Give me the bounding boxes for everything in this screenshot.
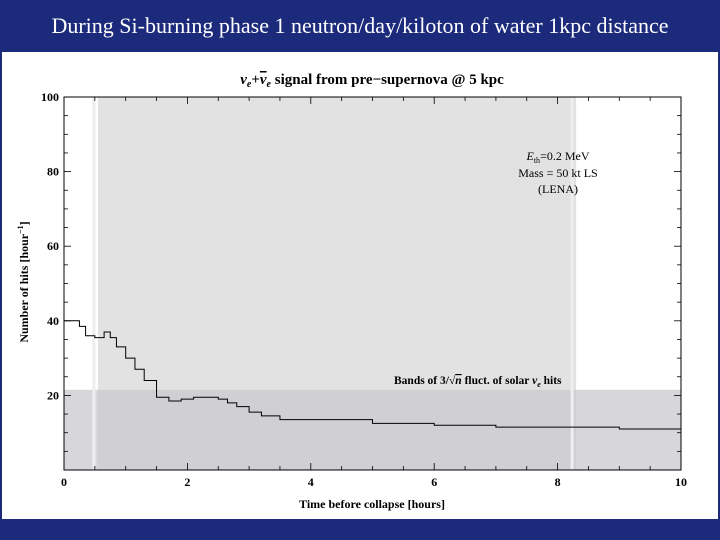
y-tick-label: 100	[41, 90, 59, 104]
x-tick-label: 2	[184, 475, 191, 489]
annotation-mass: Mass = 50 kt LS	[518, 166, 598, 180]
x-tick-label: 6	[431, 475, 438, 489]
band-label: Bands of 3/√n fluct. of solar $\nu_e$ hits	[394, 375, 562, 389]
x-tick-label: 8	[554, 475, 561, 489]
y-tick-label: 40	[47, 313, 59, 328]
x-tick-label: 10	[675, 475, 687, 489]
x-tick-labels	[61, 475, 687, 489]
annotation-threshold: $E_{th}=0.2$ MeV	[526, 149, 590, 165]
x-axis-label: Time before collapse [hours]	[299, 497, 445, 511]
band-1	[64, 390, 681, 470]
y-tick-labels	[41, 90, 59, 402]
x-tick-label: 4	[307, 475, 314, 489]
y-tick-label: 60	[47, 239, 59, 254]
y-tick-label: 20	[47, 388, 59, 403]
x-tick-label: 0	[61, 475, 67, 489]
annotation-detector: (LENA)	[538, 182, 578, 196]
y-axis-label: Number of hits [hour$^{-1}$]	[16, 221, 31, 343]
chart-title: $\nu_e+\nu_e$ signal from pre−supernova @ 5 kpc	[240, 72, 504, 90]
y-tick-label: 80	[47, 164, 59, 179]
slide-title: During Si-burning phase 1 neutron/day/kiloton of water 1kpc distance	[0, 0, 720, 52]
